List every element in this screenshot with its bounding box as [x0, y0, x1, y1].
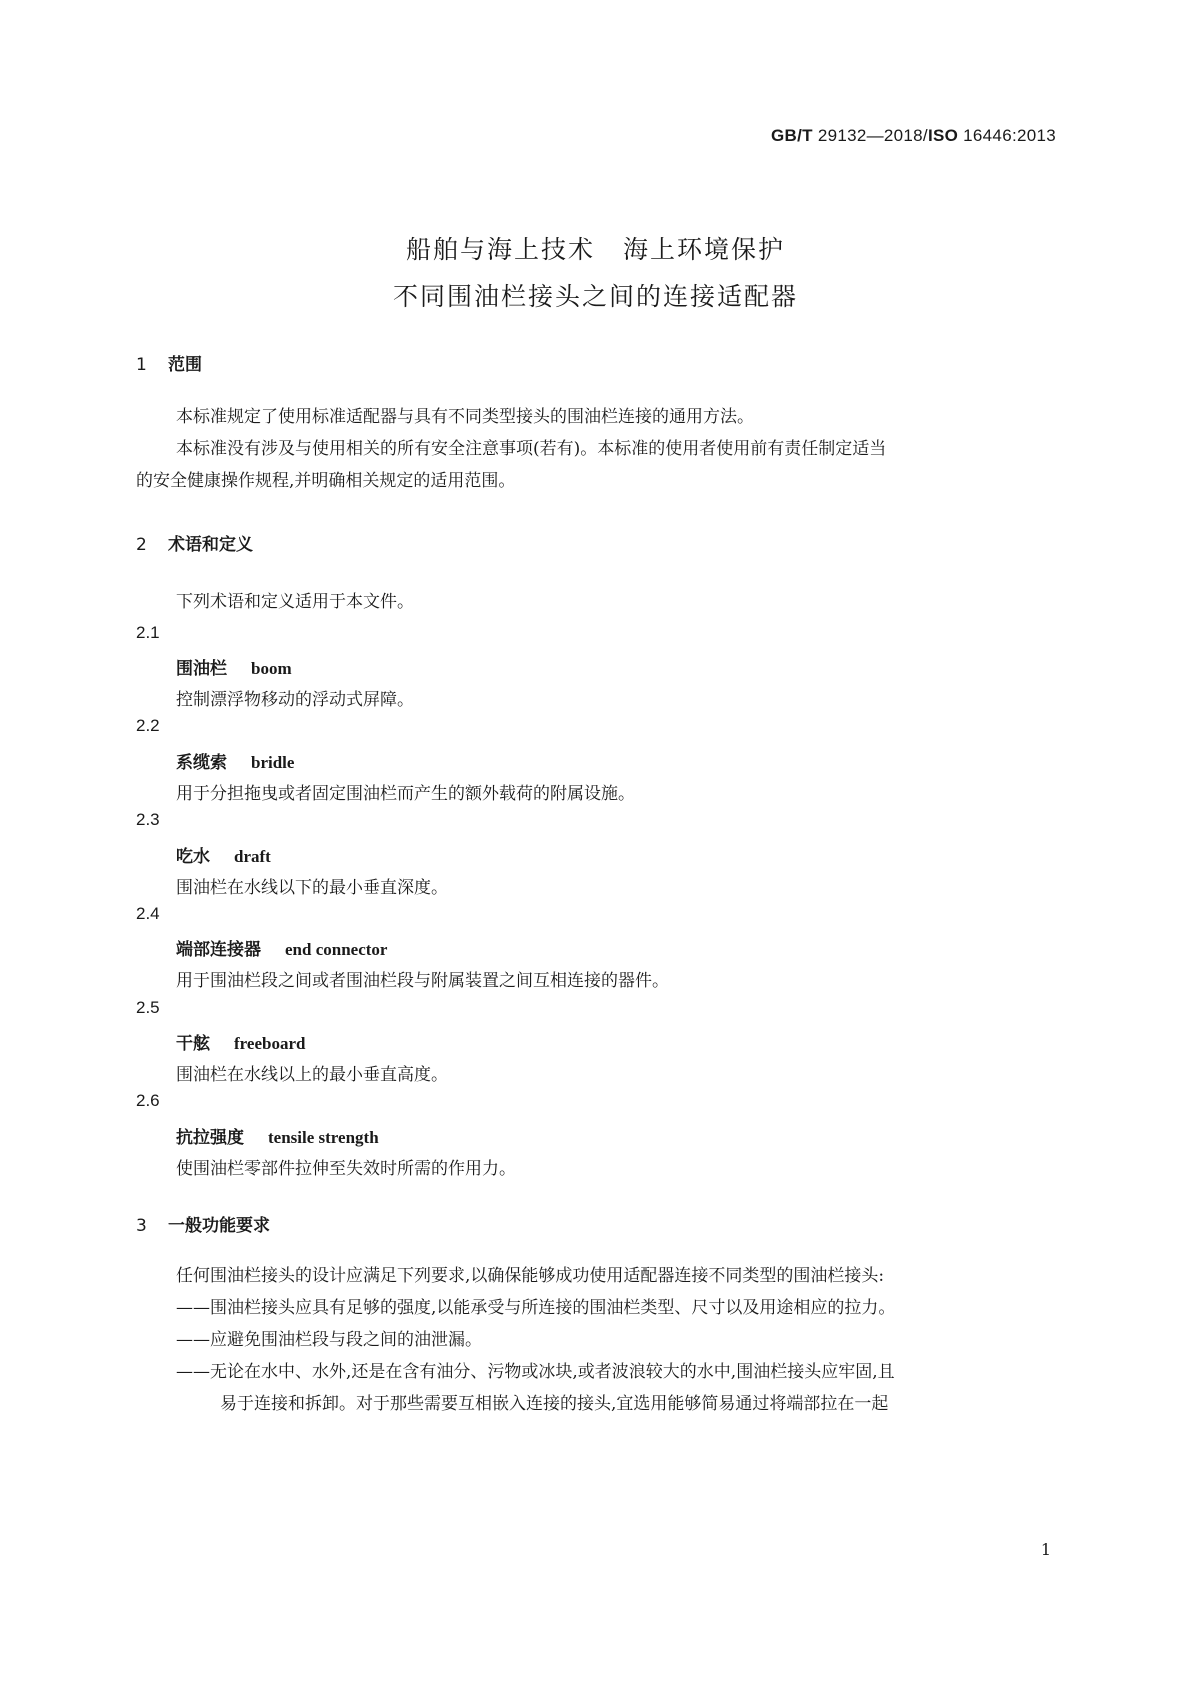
term-definition: 控制漂浮物移动的浮动式屏障。	[176, 690, 414, 710]
term-heading	[176, 1123, 379, 1148]
term-heading	[176, 935, 387, 960]
section-3-bullet-3-line-2: 易于连接和拆卸。对于那些需要互相嵌入连接的接头,宜选用能够简易通过将端部拉在一起	[220, 1394, 889, 1414]
section-2-heading	[136, 530, 253, 555]
term-cn: 干舷	[176, 1034, 210, 1054]
section-3-heading	[136, 1211, 270, 1236]
term-en: tensile strength	[268, 1128, 379, 1147]
term-definition: 围油栏在水线以下的最小垂直深度。	[176, 878, 448, 898]
term-cn: 吃水	[176, 847, 210, 867]
term-heading	[176, 1029, 305, 1054]
code-iso-num: 16446:2013	[963, 126, 1056, 145]
term-en: freeboard	[234, 1034, 306, 1053]
term-number: 2.1	[136, 623, 160, 642]
section-3-bullet-3-line-1: ——无论在水中、水外,还是在含有油分、污物或冰块,或者波浪较大的水中,围油栏接头应牢固,且	[176, 1362, 895, 1382]
term-number: 2.4	[136, 904, 160, 923]
term-cn: 系缆索	[176, 753, 227, 773]
term-definition: 围油栏在水线以上的最小垂直高度。	[176, 1065, 448, 1085]
code-num: 29132—2018/	[817, 126, 928, 145]
term-en: end connector	[285, 940, 388, 959]
term-en: draft	[234, 847, 271, 866]
term-en: bridle	[251, 753, 295, 772]
term-number: 2.3	[136, 810, 160, 829]
standard-code	[771, 126, 1056, 146]
term-cn: 围油栏	[176, 659, 227, 679]
term-en: boom	[251, 659, 292, 678]
term-heading	[176, 748, 294, 773]
section-1-heading	[136, 350, 202, 375]
term-cn: 端部连接器	[176, 940, 261, 960]
section-number: 3	[136, 1216, 147, 1236]
section-1-paragraph-2-line-2: 的安全健康操作规程,并明确相关规定的适用范围。	[136, 471, 516, 491]
document-title-line-1	[0, 230, 1191, 266]
section-1-paragraph-2-line-1: 本标准没有涉及与使用相关的所有安全注意事项(若有)。本标准的使用者使用前有责任制定适当	[176, 439, 887, 459]
section-number: 1	[136, 355, 147, 375]
section-2-intro: 下列术语和定义适用于本文件。	[176, 592, 414, 612]
term-cn: 抗拉强度	[176, 1128, 244, 1148]
term-definition: 用于分担拖曳或者固定围油栏而产生的额外载荷的附属设施。	[176, 784, 635, 804]
term-heading	[176, 842, 271, 867]
title-part-a: 船舶与海上技术	[405, 235, 595, 264]
section-title: 术语和定义	[168, 535, 253, 555]
code-std: GB/T	[770, 126, 813, 145]
term-definition: 用于围油栏段之间或者围油栏段与附属装置之间互相连接的器件。	[176, 971, 669, 991]
term-number: 2.5	[136, 998, 160, 1017]
section-3-bullet-1: ——围油栏接头应具有足够的强度,以能承受与所连接的围油栏类型、尺寸以及用途相应的拉力。	[176, 1298, 896, 1318]
document-title-line-2: 不同围油栏接头之间的连接适配器	[392, 282, 798, 311]
title-part-b: 海上环境保护	[623, 235, 786, 264]
term-heading	[176, 654, 292, 679]
code-iso: ISO	[927, 126, 959, 145]
page-number: 1	[1040, 1540, 1051, 1559]
section-3-paragraph-1: 任何围油栏接头的设计应满足下列要求,以确保能够成功使用适配器连接不同类型的围油栏接头:	[176, 1266, 885, 1286]
section-3-bullet-2: ——应避免围油栏段与段之间的油泄漏。	[176, 1330, 482, 1350]
section-title: 范围	[168, 355, 202, 375]
term-definition: 使围油栏零部件拉伸至失效时所需的作用力。	[176, 1159, 516, 1179]
term-number: 2.2	[136, 716, 160, 735]
section-number: 2	[136, 535, 147, 555]
term-number: 2.6	[136, 1091, 160, 1110]
section-1-paragraph-1: 本标准规定了使用标准适配器与具有不同类型接头的围油栏连接的通用方法。	[176, 407, 754, 427]
section-title: 一般功能要求	[168, 1216, 270, 1236]
